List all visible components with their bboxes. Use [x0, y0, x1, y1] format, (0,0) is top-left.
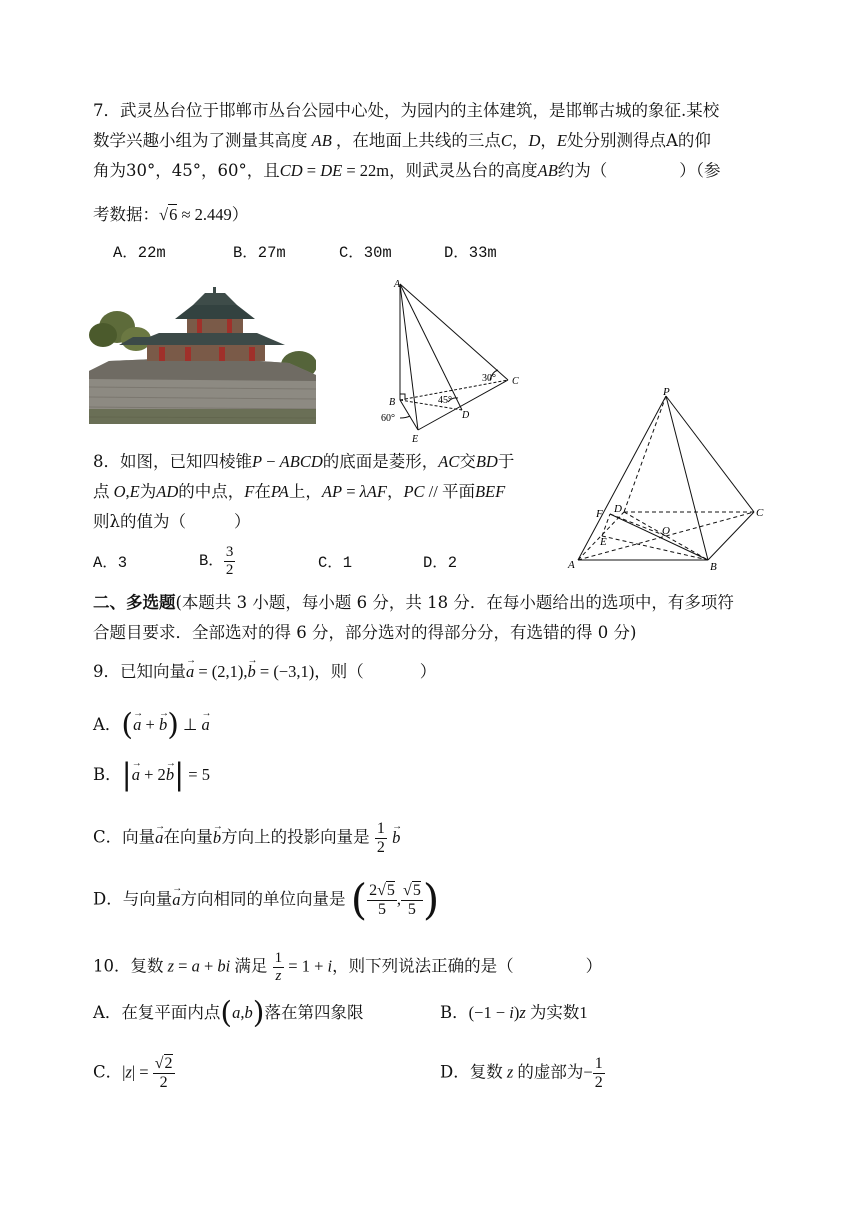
label-B: B: [710, 561, 717, 573]
label-E: E: [600, 536, 607, 548]
q9-option-a: A．(→ a + → b) ⊥ → a: [93, 715, 210, 736]
label-A: A: [568, 559, 575, 571]
q7-option-d: D．33m: [444, 244, 497, 262]
q9-stem: 9．已知向量→ a = (2,1),→ b = (−3,1)，则（ ）: [93, 662, 436, 682]
q8-stem-line3: 则λ的值为（ ）: [93, 512, 251, 531]
q8-option-a: A．3: [93, 554, 128, 572]
label-C: C: [756, 507, 764, 519]
q10-option-b: B．(−1 − i)z 为实数1: [440, 1003, 588, 1022]
label-B: B: [389, 397, 396, 408]
angle-30: 30°: [482, 373, 496, 384]
q8-option-d: D．2: [423, 554, 458, 572]
q8-stem-line2: 点 O,E为AD的中点，F在PA上，AP = λAF，PC // 平面BEF: [93, 482, 506, 501]
q8-pyramid-figure: [566, 388, 776, 574]
q10-stem: 10．复数 z = a + bi 满足 $\frac{1}{z}$ = 1 + i，则下列说法正确的是（ ）: [93, 950, 603, 984]
q7-stem-line3: 角为30°，45°，60°，且CD = DE = 22m，则武灵丛台的高度AB约为（ ）（参: [93, 161, 721, 180]
angle-60: 60°: [381, 413, 395, 424]
q9-option-c: C．向量→ a在向量→ b方向上的投影向量是 $\frac{1}{2}$ → b: [93, 820, 400, 856]
congtai-photo: [89, 287, 316, 424]
q7-tetrahedron-figure: [378, 276, 528, 444]
section2-desc-line2: 合题目要求．全部选对的得 6 分，部分选对的得部分分，有选错的得 0 分): [93, 623, 637, 642]
q7-stem-line2: 数学兴趣小组为了测量其高度 AB ，在地面上共线的三点C，D，E处分别测得点A的仰: [93, 131, 711, 150]
angle-45: 45°: [438, 395, 452, 406]
label-C: C: [512, 376, 519, 387]
section2-header: 二、多选题(本题共 3 小题，每小题 6 分，共 18 分．在每小题给出的选项中，有多项符: [93, 593, 734, 612]
q7-stem-line4: 考数据：√6 ≈ 2.449）: [93, 205, 249, 224]
q7-option-b: B．27m: [233, 244, 286, 262]
label-D: D: [462, 410, 470, 421]
label-F: F: [596, 508, 603, 520]
q9-option-d: D．与向量→ a方向相同的单位向量是 ( $\frac{2√5}{5}$ , $\frac{√5}{5}$ ): [93, 882, 439, 918]
label-D: D: [614, 503, 622, 515]
q7-option-c: C．30m: [339, 244, 392, 262]
q7-option-a: A．22m: [113, 244, 166, 262]
q8-option-b: B． $\frac{3}{2}$: [199, 544, 234, 578]
q8-stem-line1: 8．如图，已知四棱锥P − ABCD的底面是菱形，AC交BD于: [93, 452, 515, 471]
q9-option-b: B．|→ a + 2→ b| = 5: [93, 765, 210, 786]
label-E: E: [412, 434, 419, 444]
q8-option-c: C．1: [318, 554, 353, 572]
q10-option-c: C．|z| = $\frac{√2}{2}$: [93, 1055, 173, 1091]
q7-stem-line1: 7．武灵丛台位于邯郸市丛台公园中心处，为园内的主体建筑，是邯郸古城的象征.某校: [93, 101, 720, 120]
q10-option-a: A．在复平面内点(a,b)落在第四象限: [93, 995, 364, 1031]
q10-option-d: D．复数 z 的虚部为− $\frac{1}{2}$: [440, 1055, 603, 1091]
label-A: A: [394, 279, 401, 290]
label-O: O: [662, 525, 670, 537]
label-P: P: [663, 388, 670, 398]
